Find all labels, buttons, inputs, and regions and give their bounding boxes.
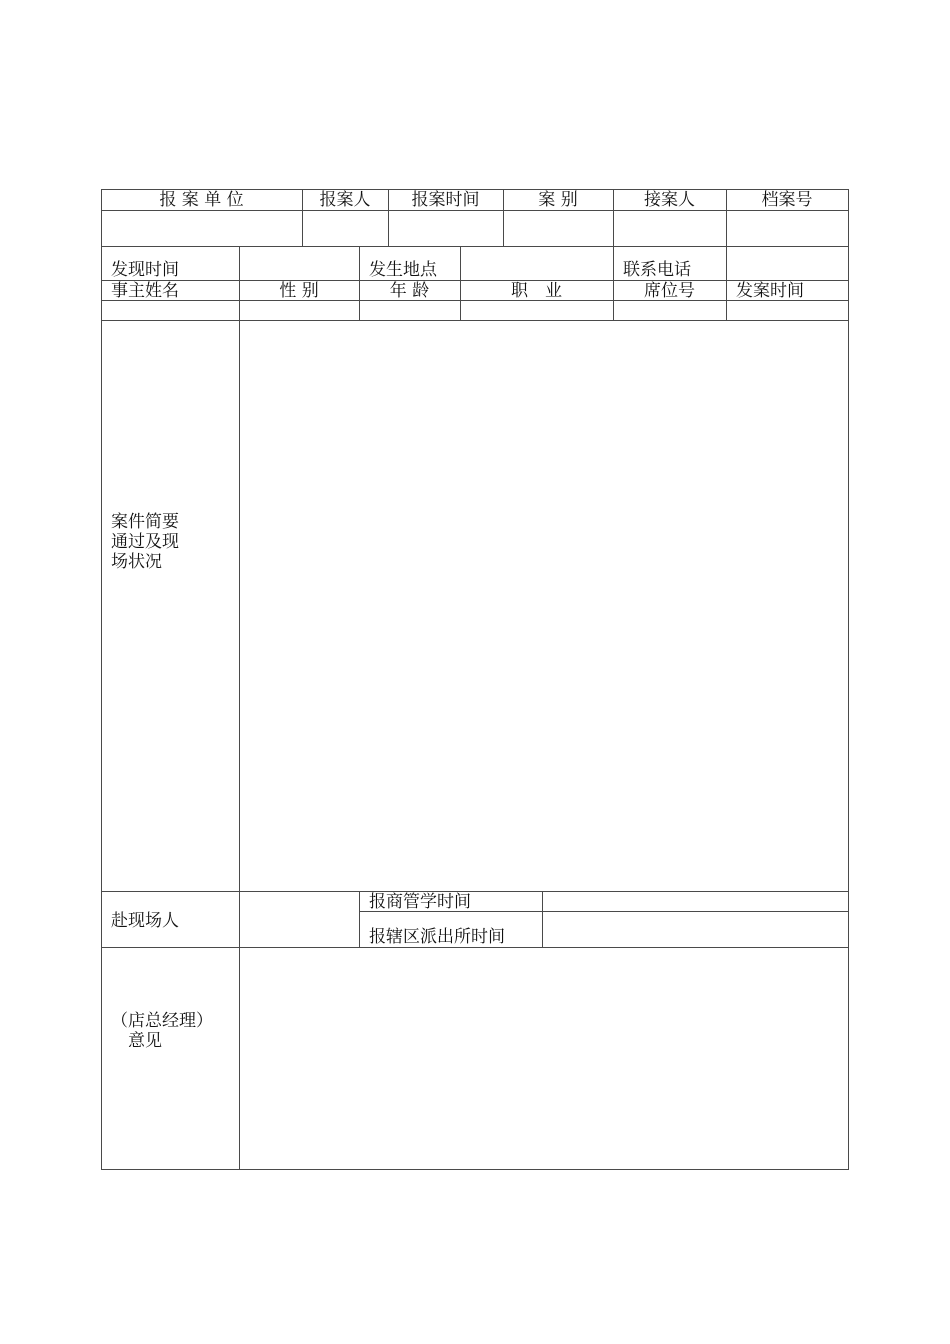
border-right <box>848 189 849 1170</box>
col-onsite-2 <box>542 891 543 947</box>
rule-after-person-blank <box>101 320 849 321</box>
label-owner-name: 事主姓名 <box>111 281 179 301</box>
rule-after-blank-row <box>101 246 849 247</box>
border-bottom <box>101 1169 849 1170</box>
label-discovery-time: 发现时间 <box>111 260 179 280</box>
label-age: 年 龄 <box>389 281 430 301</box>
label-onsite-staff: 赴现场人 <box>111 911 179 931</box>
header-receiver: 接案人 <box>644 190 695 210</box>
col-info-5 <box>726 246 727 320</box>
rule-after-header <box>101 210 849 211</box>
label-phone: 联系电话 <box>623 260 691 280</box>
label-report-police-time: 报辖区派出所时间 <box>369 927 505 947</box>
label-occupation: 职 业 <box>511 281 562 301</box>
col-label <box>239 320 240 1170</box>
label-gender: 性 别 <box>279 281 319 301</box>
header-file-no: 档案号 <box>761 190 813 210</box>
label-location: 发生地点 <box>369 260 437 280</box>
header-report-time: 报案时间 <box>411 190 480 210</box>
col-onsite-1 <box>359 891 360 947</box>
label-incident-time: 发案时间 <box>736 281 804 301</box>
rule-after-summary <box>101 891 849 892</box>
label-report-mgmt-time: 报商管学时间 <box>369 892 471 912</box>
border-left <box>101 189 102 1170</box>
rule-after-onsite <box>101 947 849 948</box>
header-unit: 报 案 单 位 <box>159 190 244 210</box>
label-case-summary: 案件简要 通过及现 场状况 <box>111 512 179 572</box>
header-reporter: 报案人 <box>319 190 371 210</box>
label-manager-opinion: （店总经理） 意见 <box>111 1011 213 1051</box>
label-seat-no: 席位号 <box>644 281 695 301</box>
header-case-type: 案 别 <box>538 190 578 210</box>
